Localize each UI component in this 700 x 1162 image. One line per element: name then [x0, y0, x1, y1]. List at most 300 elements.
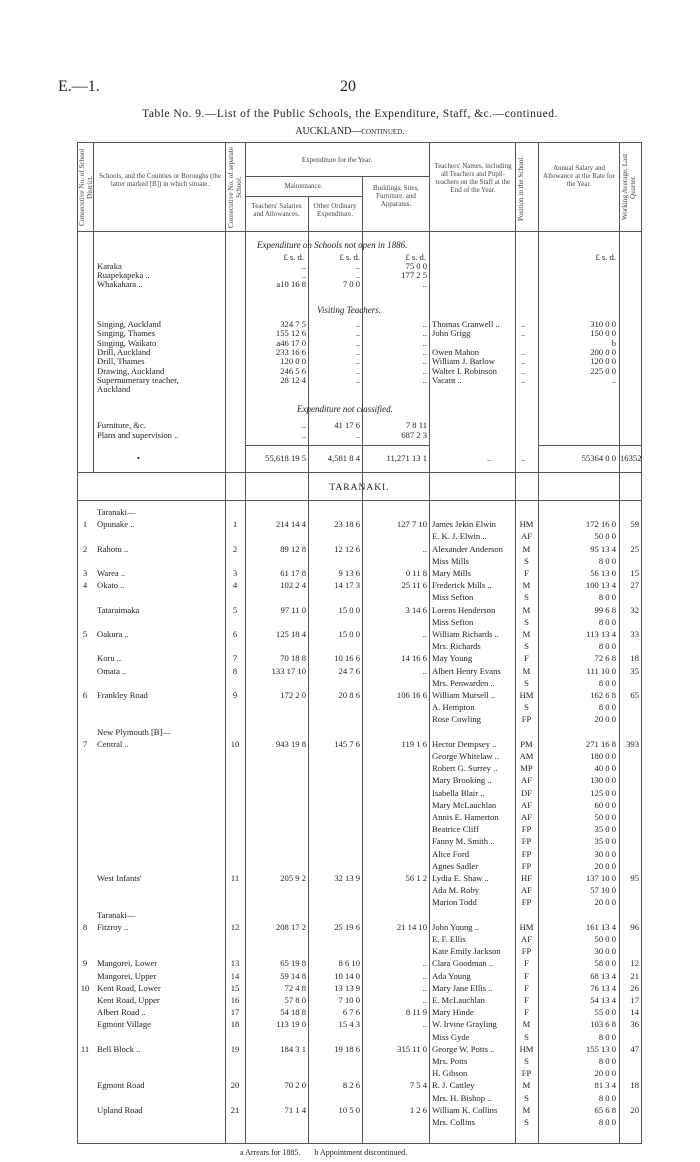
buildings: .. [422, 665, 427, 676]
section-not-open: Expenditure on Schools not open in 1886. [257, 240, 408, 250]
position: AF [521, 885, 532, 896]
units-exp1 [247, 253, 304, 262]
teacher-name: Hector Dempsey .. [432, 738, 497, 749]
salary: .. [611, 374, 616, 385]
teachers-salaries: 208 17 2 [275, 921, 306, 932]
teacher-name: Mary McLauchlan [432, 799, 497, 810]
position: FP [521, 824, 532, 835]
position: S [524, 1117, 529, 1127]
teacher-name: Mrs. Collins [432, 1117, 475, 1127]
teacher-name: Mrs. Richards [432, 641, 481, 652]
teachers-salaries: 61 17 8 [280, 568, 306, 578]
salary: 99 6 8 [594, 604, 616, 615]
total-names: .. [487, 453, 492, 463]
average: 32 [630, 604, 639, 615]
position: S [524, 616, 529, 627]
teachers-salaries: a46 17 0 [276, 337, 306, 348]
position: .. [521, 319, 526, 329]
position: MP [520, 763, 533, 774]
footnotes [240, 1148, 407, 1157]
buildings: 75 0 0 [405, 261, 427, 271]
average: 96 [630, 921, 639, 932]
teachers-salaries: a10 16 8 [276, 279, 306, 290]
position: M [522, 629, 531, 639]
section-visiting: Visiting Teachers. [317, 305, 382, 315]
buildings: 1 2 6 [409, 1104, 427, 1115]
other-expenditure: 23 18 6 [334, 519, 360, 530]
teacher-name: Miss Gyde [432, 1031, 470, 1042]
average: 393 [626, 738, 639, 749]
teacher-name: Frederick Mills .. [432, 580, 492, 591]
position: AF [521, 799, 532, 810]
salary: 8 0 0 [598, 641, 616, 652]
teacher-name: A. Hempton [432, 702, 475, 713]
teachers-salaries: 324 7 5 [280, 319, 306, 329]
buildings: .. [422, 279, 427, 290]
teachers-salaries: 943 19 8 [275, 738, 306, 749]
school-name: Frankley Road [97, 690, 148, 700]
header-teacher-names: Teachers' Names, including all Teachers and Pupil-teachers on the Staff at the End of the Year. [434, 162, 512, 194]
position: DF [521, 787, 532, 798]
rule [77, 142, 78, 1144]
school-no: 7 [232, 653, 238, 664]
rule [77, 500, 642, 501]
header-average: Working Average, Last Quarter. [621, 153, 637, 221]
unit: d. [353, 252, 360, 262]
school-name: Rahotu .. [97, 543, 129, 554]
average: 12 [630, 958, 639, 969]
buildings: .. [422, 958, 427, 969]
teacher-name: Rose Cowling [432, 714, 481, 725]
teacher-name: Mrs. Penwarden .. [432, 677, 495, 688]
salary: 8 0 0 [598, 1092, 616, 1103]
other-expenditure: 6 7 6 [342, 1007, 360, 1018]
buildings: .. [422, 337, 427, 348]
buildings: .. [422, 995, 427, 1005]
school-name: Upland Road [97, 1104, 143, 1115]
position: F [524, 653, 529, 664]
teachers-salaries: 102 2 4 [280, 580, 306, 591]
salary: 20 0 0 [594, 860, 616, 871]
teacher-name: Fanny M. Smith .. [432, 836, 495, 847]
district-no: 2 [82, 543, 88, 554]
position: .. [521, 328, 526, 339]
buildings: .. [422, 346, 427, 357]
school-name: Furniture, &c. [97, 420, 146, 430]
buildings: .. [422, 374, 427, 385]
buildings: 687 2 3 [401, 429, 427, 440]
salary: 35 0 0 [594, 836, 616, 847]
other-expenditure: 32 13 9 [334, 873, 360, 883]
buildings: .. [422, 982, 427, 993]
other-expenditure: .. [355, 365, 360, 376]
teachers-salaries: 89 12 8 [280, 543, 306, 554]
header-teachers-salaries: Teachers' Salaries and Allowances. [251, 202, 302, 218]
other-expenditure: 8 2 6 [342, 1080, 360, 1091]
buildings: 127 7 10 [396, 519, 427, 530]
total-bullet: • [137, 453, 141, 463]
salary: 130 0 0 [590, 775, 616, 786]
position: S [524, 592, 529, 603]
salary: 111 10 0 [586, 665, 616, 676]
teacher-name: Mary Brooking .. [432, 775, 492, 786]
buildings: 0 11 8 [405, 568, 427, 578]
unit: s. [345, 252, 352, 262]
average: 27 [630, 580, 639, 591]
unit: d. [419, 252, 426, 262]
school-name: Singing, Auckland [97, 319, 161, 329]
rule [245, 176, 429, 177]
buildings: 315 11 0 [397, 1043, 427, 1054]
position: FP [521, 836, 532, 847]
average: 33 [630, 629, 639, 639]
other-expenditure: 145 7 6 [334, 738, 360, 749]
school-no: 16 [230, 995, 240, 1005]
teacher-name: Robert G. Surrey .. [432, 763, 498, 774]
position: S [524, 1031, 529, 1042]
position: S [524, 641, 529, 652]
teacher-name: Agnes Sadler [432, 860, 479, 871]
teacher-name: Owen Mahon [432, 346, 480, 357]
teacher-name: William J. Barlow [432, 356, 495, 367]
teacher-name: Mrs. Potts [432, 1056, 468, 1066]
unit: £ [339, 252, 344, 262]
salary: 113 13 4 [586, 629, 616, 639]
salary: 8 0 0 [598, 1056, 616, 1066]
teachers-salaries: 65 19 8 [280, 958, 306, 969]
salary: 35 0 0 [594, 824, 616, 835]
teacher-name: Isabella Blair .. [432, 787, 485, 798]
district-no: 4 [82, 580, 88, 591]
other-expenditure: 19 18 6 [334, 1043, 360, 1054]
rule [641, 142, 642, 1144]
school-name: Okato .. [97, 580, 125, 591]
salary: 65 6 8 [594, 1104, 616, 1115]
teacher-name: Miss Sefton [432, 592, 474, 603]
header-school-no: Consecutive No. of separate School. [227, 146, 243, 228]
salary: 120 0 0 [590, 356, 616, 367]
total-salary: 55364 0 0 [581, 453, 616, 463]
teacher-name: Ada Young [432, 970, 471, 981]
school-name: Kent Road, Upper [97, 995, 160, 1005]
teachers-salaries: 133 17 10 [271, 665, 306, 676]
teacher-name: Clara Goodman .. [432, 958, 494, 969]
position: F [524, 982, 529, 993]
rule [245, 445, 429, 446]
salary: 40 0 0 [594, 763, 616, 774]
teachers-salaries: 214 14 4 [275, 519, 306, 530]
total-exp3: 11,271 13 1 [386, 453, 427, 463]
salary: 20 0 0 [594, 714, 616, 725]
position: .. [521, 374, 526, 385]
teacher-name: Beatrice Cliff [432, 824, 479, 835]
average: 35 [630, 665, 639, 676]
footnote-a: a Arrears for 1885. [240, 1148, 301, 1157]
other-expenditure: 15 0 0 [338, 629, 360, 639]
school-name: Albert Road .. [97, 1007, 146, 1018]
other-expenditure: 41 17 6 [334, 420, 360, 430]
other-expenditure: 7 10 0 [338, 995, 360, 1005]
header-position: Position in the School. [517, 155, 525, 221]
salary: 200 0 0 [590, 346, 616, 357]
average: 36 [630, 1019, 639, 1030]
other-expenditure: 8 6 10 [338, 958, 360, 969]
position: HM [519, 690, 534, 700]
other-expenditure: 12 12 6 [334, 543, 360, 554]
teacher-name: James Jekin Elwin [432, 519, 496, 530]
teachers-salaries: .. [301, 270, 306, 281]
unit: s. [411, 252, 418, 262]
average: 20 [630, 1104, 639, 1115]
school-name: Karaka [97, 261, 122, 271]
salary: 55 0 0 [594, 1007, 616, 1018]
buildings: .. [422, 970, 427, 981]
rule [619, 142, 620, 1144]
teachers-salaries: 71 1 4 [284, 1104, 306, 1115]
other-expenditure: 9 13 6 [338, 568, 360, 578]
buildings: 119 1 6 [401, 738, 427, 749]
average: 18 [630, 653, 639, 664]
school-no: 10 [230, 738, 240, 749]
other-expenditure: .. [355, 337, 360, 348]
school-name: Auckland [97, 384, 131, 395]
position: FP [521, 860, 532, 871]
total-pos: .. [521, 453, 526, 463]
unit: s. [289, 252, 296, 262]
other-expenditure: 13 13 9 [334, 982, 360, 993]
rule [538, 142, 539, 1144]
salary: 8 0 0 [598, 702, 616, 713]
buildings: 3 14 6 [405, 604, 427, 615]
units-salary [540, 253, 616, 262]
unit: s. [601, 252, 608, 262]
teachers-salaries: 113 19 0 [276, 1019, 306, 1030]
salary: 180 0 0 [590, 751, 616, 761]
teacher-name: Mary Jane Ellis .. [432, 982, 493, 993]
position: S [524, 702, 529, 713]
buildings: .. [422, 543, 427, 554]
salary: 137 10 0 [585, 873, 616, 883]
position: M [522, 543, 531, 554]
school-no: 11 [230, 873, 240, 883]
header-buildings: Buildings, Sites, Furniture, and Apparatus. [372, 184, 420, 208]
salary: 20 0 0 [594, 1068, 616, 1079]
school-no: 13 [230, 958, 240, 969]
teacher-name: Miss Mills [432, 555, 470, 566]
teacher-name: Albert Henry Evans [432, 665, 501, 676]
position: S [524, 1056, 529, 1066]
teacher-name: Marion Todd [432, 897, 477, 908]
school-name: New Plymouth [B]— [97, 726, 171, 737]
salary: 68 13 4 [590, 970, 616, 981]
teachers-salaries: 70 2 0 [284, 1080, 306, 1091]
school-no: 19 [230, 1043, 240, 1054]
school-no: 20 [230, 1080, 240, 1091]
teacher-name: Thomas Cranwell .. [432, 319, 500, 329]
teachers-salaries: 172 2 0 [280, 690, 306, 700]
district-no: 6 [82, 690, 88, 700]
teacher-name: W. Irvine Grayling [432, 1019, 497, 1030]
school-no: 17 [230, 1007, 240, 1018]
average: 17 [630, 995, 639, 1005]
school-name: Tataraimaka [97, 604, 140, 615]
school-name: Drill, Auckland [97, 346, 151, 357]
teacher-name: John Grigg [432, 328, 471, 339]
buildings: 21 14 10 [396, 921, 427, 932]
school-name: Supernumerary teacher, [97, 374, 179, 385]
teachers-salaries: 54 18 8 [280, 1007, 306, 1018]
position: F [524, 995, 529, 1005]
school-no: 8 [232, 665, 238, 676]
rule [245, 196, 362, 197]
buildings: 56 1 2 [405, 873, 427, 883]
buildings: 14 16 6 [401, 653, 427, 664]
total-average: 16352 [620, 453, 642, 463]
school-name: Taranaki— [97, 507, 136, 517]
teacher-name: H. Gibson [432, 1068, 468, 1079]
other-expenditure: 10 14 0 [334, 970, 360, 981]
school-name: Mangorei, Upper [97, 970, 157, 981]
section-unclassified: Expenditure not classified. [297, 404, 393, 414]
school-no: 2 [232, 543, 238, 554]
unit: £ [283, 252, 288, 262]
rule [77, 472, 642, 473]
position: S [524, 555, 529, 566]
header-schools: Schools, and the Counties or Boroughs (the latter marked [B]) in which situate. [99, 172, 221, 188]
salary: 30 0 0 [594, 848, 616, 859]
average: 14 [630, 1007, 639, 1018]
unit: d. [609, 252, 616, 262]
position: AF [521, 531, 532, 542]
page-number: 20 [340, 78, 356, 95]
school-no: 9 [232, 690, 238, 700]
teacher-name: Lorens Henderson [432, 604, 496, 615]
header-expenditure: Expenditure for the Year. [301, 156, 373, 164]
teachers-salaries: 59 14 8 [280, 970, 306, 981]
other-expenditure: 25 19 6 [334, 921, 360, 932]
position: FP [521, 714, 532, 725]
header-maintenance: Maintenance. [284, 182, 323, 190]
position: M [522, 1080, 531, 1091]
buildings: 7 5 4 [409, 1080, 427, 1091]
buildings: .. [422, 629, 427, 639]
average: 15 [630, 568, 639, 578]
average: 18 [630, 1080, 639, 1091]
salary: 8 0 0 [598, 592, 616, 603]
school-name: Koru .. [97, 653, 122, 664]
other-expenditure: .. [355, 356, 360, 367]
other-expenditure: .. [355, 261, 360, 271]
position: AF [521, 812, 532, 822]
salary: 8 0 0 [598, 677, 616, 688]
teacher-name: Ada M. Roby [432, 885, 480, 896]
salary: 57 10 0 [590, 885, 616, 896]
teachers-salaries: 57 8 0 [284, 995, 306, 1005]
teachers-salaries: 205 9 2 [280, 873, 306, 883]
position: M [522, 1104, 531, 1115]
school-no: 21 [230, 1104, 240, 1115]
rule [225, 142, 226, 1144]
salary: 310 0 0 [590, 319, 616, 329]
position: AM [519, 751, 534, 761]
other-expenditure: 15 0 0 [338, 604, 360, 615]
teacher-name: William Richards .. [432, 629, 499, 639]
expenditure-table [77, 142, 642, 1144]
buildings: 7 8 11 [405, 420, 427, 430]
header-salary: Annual Salary and Allowance at the Rate for the Year. [543, 164, 615, 188]
teachers-salaries: 120 0 0 [280, 356, 306, 367]
salary: 8 0 0 [598, 616, 616, 627]
school-no: 3 [232, 568, 238, 578]
salary: 172 16 0 [585, 519, 616, 530]
salary: 8 0 0 [598, 1117, 616, 1127]
teacher-name: May Young [432, 653, 473, 664]
position: F [524, 970, 529, 981]
buildings: 25 11 6 [401, 580, 427, 591]
salary: 95 13 4 [590, 543, 616, 554]
salary: 60 0 0 [594, 799, 616, 810]
salary: b [611, 337, 616, 348]
school-no: 18 [230, 1019, 240, 1030]
position: AF [521, 775, 532, 786]
teacher-name: Kate Emily Jackson [432, 946, 501, 957]
position: FP [521, 946, 532, 957]
teacher-name: George Whitelaw .. [432, 751, 499, 761]
position: HF [521, 873, 532, 883]
school-name: Oakura .. [97, 629, 129, 639]
teachers-salaries: 70 18 8 [280, 653, 306, 664]
position: HM [519, 1043, 534, 1054]
position: .. [521, 365, 526, 376]
buildings: .. [422, 319, 427, 329]
school-name: Whakahara .. [97, 279, 143, 290]
teacher-name: E. F. Ellis [432, 934, 466, 944]
position: M [522, 665, 531, 676]
unit: d. [297, 252, 304, 262]
table-subtitle: AUCKLAND—continued. [295, 126, 405, 137]
average: 59 [630, 519, 639, 530]
school-name: Plans and supervision .. [97, 429, 179, 440]
other-expenditure: 10 16 6 [334, 653, 360, 664]
teacher-name: Alice Ford [432, 848, 469, 859]
units-exp2 [310, 253, 360, 262]
other-expenditure: 15 4 3 [338, 1019, 360, 1030]
position: HM [519, 921, 534, 932]
buildings: 8 11 9 [405, 1007, 427, 1018]
position: M [522, 604, 531, 615]
district-no: 1 [82, 519, 88, 530]
buildings: .. [422, 328, 427, 339]
salary: 76 13 4 [590, 982, 616, 993]
school-name: Kent Road, Lower [97, 982, 161, 993]
teacher-name: William K. Collins [432, 1104, 498, 1115]
school-name: Drill, Thames [97, 356, 145, 367]
rule [77, 231, 642, 232]
position: F [524, 1007, 529, 1018]
buildings: .. [422, 365, 427, 376]
teacher-name: E. K. J. Elwin .. [432, 531, 487, 542]
school-name: Central .. [97, 738, 129, 749]
header-other-expenditure: Other Ordinary Expenditure. [313, 202, 357, 218]
school-name: Singing, Thames [97, 328, 156, 339]
position: HM [519, 519, 534, 530]
teachers-salaries: .. [301, 429, 306, 440]
teacher-name: Vacant .. [432, 374, 462, 385]
buildings: .. [422, 356, 427, 367]
salary: 30 0 0 [594, 946, 616, 957]
page-code: E.—1. [58, 78, 100, 95]
district-no: 8 [82, 921, 88, 932]
